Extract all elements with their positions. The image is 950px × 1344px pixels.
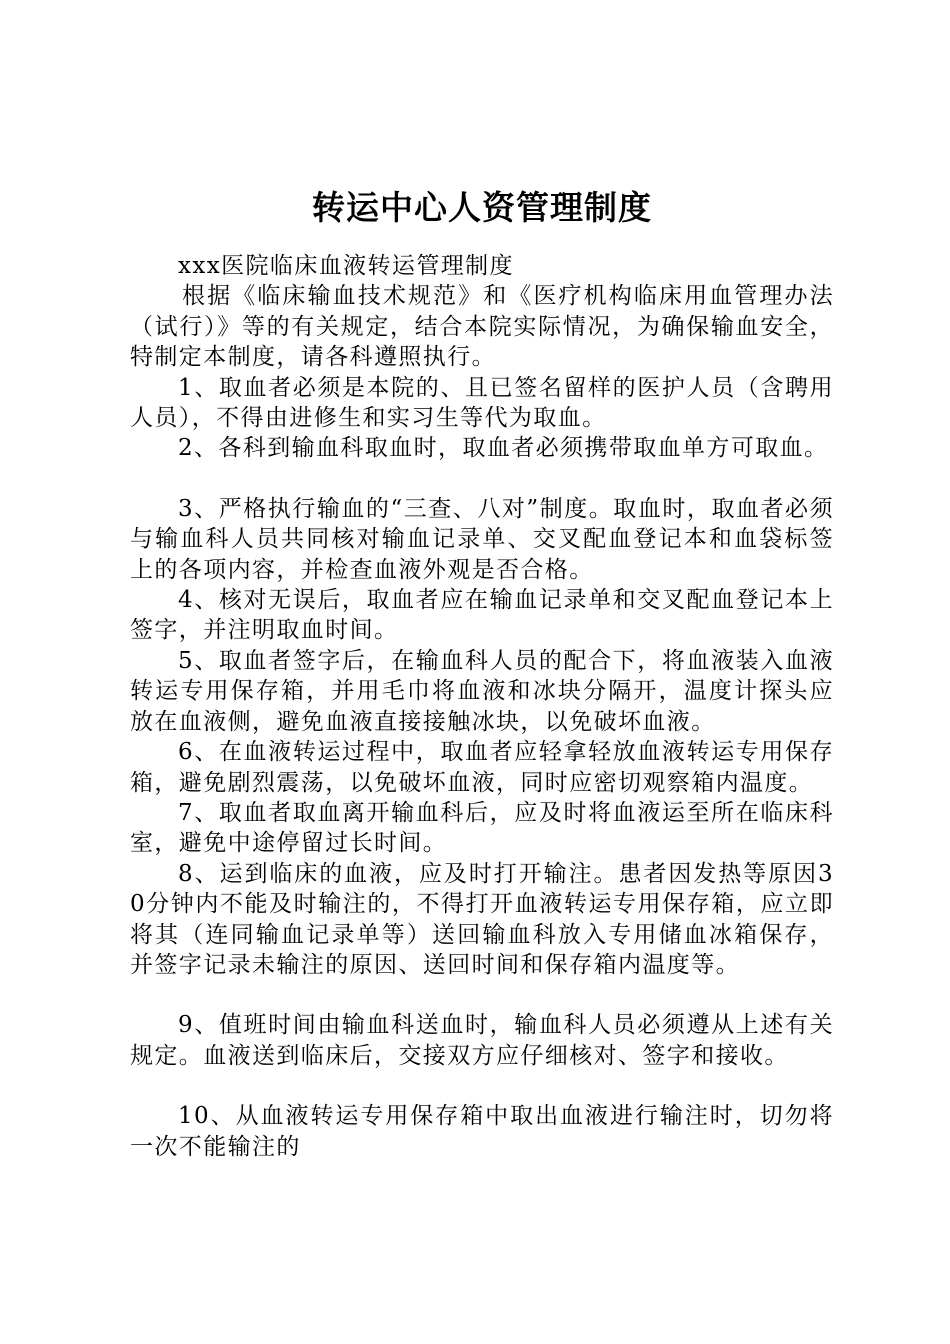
rule-item-3: 3、严格执行输血的“三查、八对”制度。取血时，取血者必须与输血科人员共同核对输血记录单、交叉配血登记本和血袋标签上的各项内容，并检查血液外观是否合格。 xyxy=(130,495,834,583)
rule-item-5: 5、取血者签字后，在输血科人员的配合下，将血液装入血液转运专用保存箱，并用毛巾将血液和冰块分隔开，温度计探头应放在血液侧，避免血液直接接触冰块，以免破坏血液。 xyxy=(130,647,834,735)
rule-item-6: 6、在血液转运过程中，取血者应轻拿轻放血液转运专用保存箱，避免剧烈震荡，以免破坏血液，同时应密切观察箱内温度。 xyxy=(130,739,834,796)
rule-item-8: 8、运到临床的血液，应及时打开输注。患者因发热等原因30分钟内不能及时输注的，不得打开血液转运专用保存箱，应立即将其（连同输血记录单等）送回输血科放入专用储血冰箱保存，并签字记录未输注的原因、送回时间和保存箱内温度等。 xyxy=(130,860,834,978)
intro-paragraph: 根据《临床输血技术规范》和《医疗机构临床用血管理办法（试行）》等的有关规定，结合本院实际情况，为确保输血安全，特制定本制度，请各科遵照执行。 xyxy=(130,283,834,371)
document-title: 转运中心人资管理制度 xyxy=(312,188,652,227)
rule-item-2: 2、各科到输血科取血时，取血者必须携带取血单方可取血。 xyxy=(178,435,829,462)
document-subtitle: xxx医院临床血液转运管理制度 xyxy=(178,253,514,279)
rule-item-7: 7、取血者取血离开输血科后，应及时将血液运至所在临床科室，避免中途停留过长时间。 xyxy=(130,799,834,857)
rule-item-4: 4、核对无误后，取血者应在输血记录单和交叉配血登记本上签字，并注明取血时间。 xyxy=(130,587,834,644)
rule-item-10: 10、从血液转运专用保存箱中取出血液进行输注时，切勿将一次不能输注的 xyxy=(130,1103,834,1160)
rule-item-1: 1、取血者必须是本院的、且已签名留样的医护人员（含聘用人员），不得由进修生和实习生等代为取血。 xyxy=(130,374,834,432)
rule-item-9: 9、值班时间由输血科送血时，输血科人员必须遵从上述有关规定。血液送到临床后，交接双方应仔细核对、签字和接收。 xyxy=(130,1012,834,1069)
document-page xyxy=(130,183,834,1162)
